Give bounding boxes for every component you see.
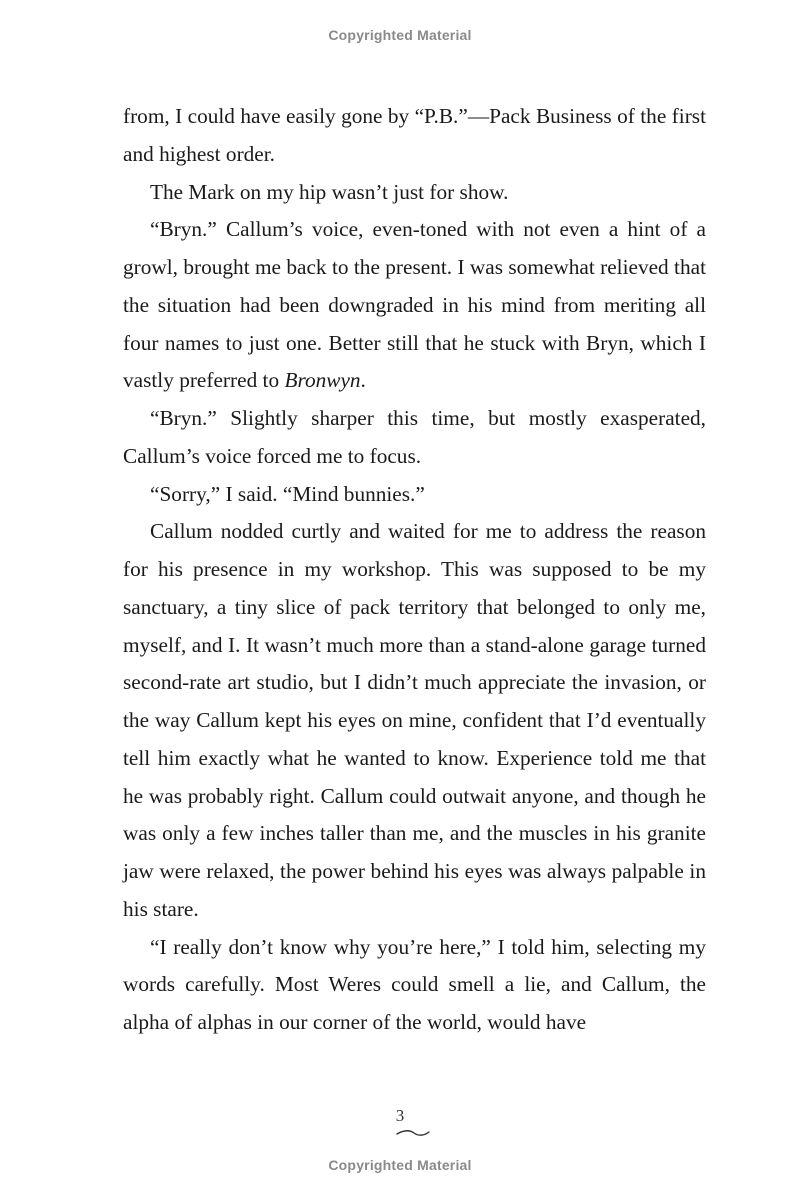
paragraph-3-text: “Bryn.” Callum’s voice, even-toned with not even a hint of a growl, brought me back to the present. I was somewhat relieved that the situation had been downgraded in his mind from meriting all four names to just one. Better still that he stuck with Bryn, which I vastly preferred to bbox=[123, 217, 706, 393]
folio-swash-ornament bbox=[396, 1128, 430, 1138]
paragraph-5: “Sorry,” I said. “Mind bunnies.” bbox=[150, 481, 425, 506]
paragraph-2: The Mark on my hip wasn’t just for show. bbox=[150, 179, 509, 204]
copyright-watermark-bottom: Copyrighted Material bbox=[328, 1157, 472, 1173]
page-body-text bbox=[123, 98, 706, 1042]
paragraph-3 bbox=[123, 211, 706, 400]
paragraph-4: “Bryn.” Slightly sharper this time, but mostly exasperated, Callum’s voice forced me to focus. bbox=[123, 406, 706, 468]
paragraph-3-end: . bbox=[360, 368, 366, 393]
paragraph-1: from, I could have easily gone by “P.B.”—Pack Business of the first and highest order. bbox=[123, 104, 706, 166]
page-number: 3 bbox=[395, 1106, 405, 1125]
paragraph-7: “I really don’t know why you’re here,” I told him, selecting my words carefully. Most Weres could smell a lie, and Callum, the alpha of alphas in our corner of the world, would have bbox=[123, 934, 706, 1034]
bronwyn-italic: Bronwyn bbox=[284, 368, 361, 393]
paragraph-6: Callum nodded curtly and waited for me to address the reason for his presence in my workshop. This was supposed to be my sanctuary, a tiny slice of pack territory that belonged to only me, myself, and I. It wasn’t much more than a stand-alone garage turned second-rate art studio, but I didn’t much appreciate the invasion, or the way Callum kept his eyes on mine, confident that I’d eventually tell him exactly what he wanted to know. Experience told me that he was probably right. Callum could outwait anyone, and though he was only a few inches taller than me, and the muscles in his granite jaw were relaxed, the power behind his eyes was always palpable in his stare. bbox=[123, 519, 706, 921]
copyright-watermark-top: Copyrighted Material bbox=[328, 27, 472, 43]
